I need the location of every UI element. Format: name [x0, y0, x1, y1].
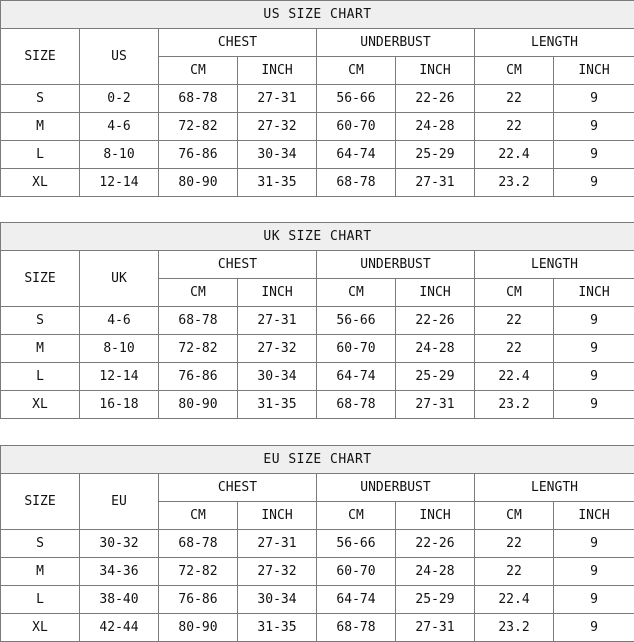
chart-title: EU SIZE CHART — [1, 446, 634, 474]
table-row — [1, 113, 634, 141]
table-cell: 24-28 — [396, 335, 475, 363]
table-cell: 22.4 — [475, 141, 554, 169]
table-cell: 4-6 — [80, 307, 159, 335]
table-row — [1, 558, 634, 586]
table-cell: 34-36 — [80, 558, 159, 586]
table-cell: 31-35 — [238, 169, 317, 197]
table-cell: 80-90 — [159, 391, 238, 419]
unit-header: CM — [159, 502, 238, 530]
table-cell: 68-78 — [317, 391, 396, 419]
unit-header: INCH — [396, 279, 475, 307]
table-cell: 68-78 — [159, 307, 238, 335]
region-size-column-header: US — [80, 29, 159, 85]
size-column-header: SIZE — [1, 474, 80, 530]
table-cell: 25-29 — [396, 141, 475, 169]
table-cell: 24-28 — [396, 113, 475, 141]
table-cell: 72-82 — [159, 113, 238, 141]
table-row — [1, 391, 634, 419]
table-cell: 27-32 — [238, 558, 317, 586]
table-row — [1, 363, 634, 391]
measurement-group-header: CHEST — [159, 474, 317, 502]
unit-header: INCH — [238, 279, 317, 307]
unit-header: INCH — [554, 57, 634, 85]
table-cell: 23.2 — [475, 614, 554, 642]
table-cell: 56-66 — [317, 530, 396, 558]
table-cell: 56-66 — [317, 85, 396, 113]
table-cell: 22-26 — [396, 530, 475, 558]
table-cell: 27-31 — [238, 307, 317, 335]
table-cell: 64-74 — [317, 363, 396, 391]
table-cell: 9 — [554, 169, 634, 197]
table-cell: 27-31 — [396, 391, 475, 419]
size-column-header: SIZE — [1, 29, 80, 85]
table-cell: 8-10 — [80, 335, 159, 363]
table-cell: 22 — [475, 335, 554, 363]
measurement-group-header: CHEST — [159, 251, 317, 279]
table-cell: 22 — [475, 558, 554, 586]
table-cell: 76-86 — [159, 586, 238, 614]
table-cell: 27-31 — [238, 530, 317, 558]
table-cell: 4-6 — [80, 113, 159, 141]
table-cell: 12-14 — [80, 169, 159, 197]
table-cell: 22.4 — [475, 586, 554, 614]
size-table — [0, 445, 634, 642]
table-cell: 25-29 — [396, 363, 475, 391]
size-label-cell: M — [1, 113, 80, 141]
table-cell: 64-74 — [317, 586, 396, 614]
table-cell: 60-70 — [317, 113, 396, 141]
table-row — [1, 307, 634, 335]
table-cell: 30-32 — [80, 530, 159, 558]
table-row — [1, 530, 634, 558]
table-cell: 9 — [554, 141, 634, 169]
region-size-column-header: EU — [80, 474, 159, 530]
unit-header: CM — [159, 279, 238, 307]
table-cell: 60-70 — [317, 335, 396, 363]
table-cell: 9 — [554, 363, 634, 391]
unit-header: INCH — [396, 57, 475, 85]
table-cell: 42-44 — [80, 614, 159, 642]
table-cell: 31-35 — [238, 391, 317, 419]
table-cell: 60-70 — [317, 558, 396, 586]
size-table — [0, 222, 634, 419]
table-row — [1, 141, 634, 169]
table-cell: 27-31 — [238, 85, 317, 113]
size-table — [0, 0, 634, 197]
table-cell: 9 — [554, 586, 634, 614]
unit-header: CM — [475, 502, 554, 530]
table-cell: 31-35 — [238, 614, 317, 642]
table-cell: 76-86 — [159, 363, 238, 391]
size-label-cell: S — [1, 85, 80, 113]
table-cell: 68-78 — [317, 169, 396, 197]
table-cell: 0-2 — [80, 85, 159, 113]
table-cell: 30-34 — [238, 586, 317, 614]
table-cell: 80-90 — [159, 169, 238, 197]
table-cell: 25-29 — [396, 586, 475, 614]
table-cell: 23.2 — [475, 169, 554, 197]
size-label-cell: L — [1, 363, 80, 391]
unit-header: INCH — [554, 279, 634, 307]
unit-header: INCH — [554, 502, 634, 530]
table-cell: 16-18 — [80, 391, 159, 419]
table-cell: 27-32 — [238, 335, 317, 363]
table-cell: 30-34 — [238, 141, 317, 169]
table-cell: 72-82 — [159, 335, 238, 363]
table-cell: 22 — [475, 530, 554, 558]
unit-header: CM — [317, 57, 396, 85]
table-cell: 64-74 — [317, 141, 396, 169]
measurement-group-header: UNDERBUST — [317, 29, 475, 57]
measurement-group-header: UNDERBUST — [317, 474, 475, 502]
unit-header: INCH — [396, 502, 475, 530]
table-cell: 9 — [554, 391, 634, 419]
region-size-column-header: UK — [80, 251, 159, 307]
table-cell: 9 — [554, 614, 634, 642]
table-cell: 22 — [475, 85, 554, 113]
table-cell: 9 — [554, 335, 634, 363]
table-cell: 12-14 — [80, 363, 159, 391]
measurement-group-header: LENGTH — [475, 29, 634, 57]
table-cell: 56-66 — [317, 307, 396, 335]
table-cell: 9 — [554, 558, 634, 586]
measurement-group-header: UNDERBUST — [317, 251, 475, 279]
table-cell: 27-31 — [396, 614, 475, 642]
size-label-cell: S — [1, 307, 80, 335]
size-label-cell: M — [1, 335, 80, 363]
table-cell: 30-34 — [238, 363, 317, 391]
measurement-group-header: LENGTH — [475, 474, 634, 502]
chart-title: UK SIZE CHART — [1, 223, 634, 251]
table-row — [1, 586, 634, 614]
table-cell: 80-90 — [159, 614, 238, 642]
unit-header: CM — [475, 57, 554, 85]
table-row — [1, 614, 634, 642]
table-cell: 22 — [475, 307, 554, 335]
chart-title: US SIZE CHART — [1, 1, 634, 29]
unit-header: INCH — [238, 57, 317, 85]
size-label-cell: L — [1, 586, 80, 614]
measurement-group-header: CHEST — [159, 29, 317, 57]
size-label-cell: XL — [1, 169, 80, 197]
unit-header: CM — [317, 502, 396, 530]
table-cell: 68-78 — [317, 614, 396, 642]
table-cell: 72-82 — [159, 558, 238, 586]
table-cell: 8-10 — [80, 141, 159, 169]
size-label-cell: S — [1, 530, 80, 558]
size-chart-us — [0, 0, 634, 197]
table-cell: 76-86 — [159, 141, 238, 169]
table-cell: 68-78 — [159, 530, 238, 558]
table-cell: 9 — [554, 307, 634, 335]
table-row — [1, 335, 634, 363]
table-cell: 22-26 — [396, 85, 475, 113]
table-cell: 9 — [554, 530, 634, 558]
table-cell: 24-28 — [396, 558, 475, 586]
unit-header: INCH — [238, 502, 317, 530]
size-column-header: SIZE — [1, 251, 80, 307]
table-cell: 38-40 — [80, 586, 159, 614]
table-cell: 23.2 — [475, 391, 554, 419]
table-row — [1, 85, 634, 113]
measurement-group-header: LENGTH — [475, 251, 634, 279]
size-label-cell: L — [1, 141, 80, 169]
unit-header: CM — [475, 279, 554, 307]
table-cell: 22-26 — [396, 307, 475, 335]
size-chart-uk — [0, 222, 634, 419]
table-cell: 22 — [475, 113, 554, 141]
table-cell: 9 — [554, 113, 634, 141]
table-cell: 9 — [554, 85, 634, 113]
size-chart-eu — [0, 445, 634, 642]
table-cell: 68-78 — [159, 85, 238, 113]
size-label-cell: M — [1, 558, 80, 586]
unit-header: CM — [159, 57, 238, 85]
unit-header: CM — [317, 279, 396, 307]
table-cell: 27-32 — [238, 113, 317, 141]
table-row — [1, 169, 634, 197]
size-label-cell: XL — [1, 614, 80, 642]
table-cell: 27-31 — [396, 169, 475, 197]
table-cell: 22.4 — [475, 363, 554, 391]
size-label-cell: XL — [1, 391, 80, 419]
